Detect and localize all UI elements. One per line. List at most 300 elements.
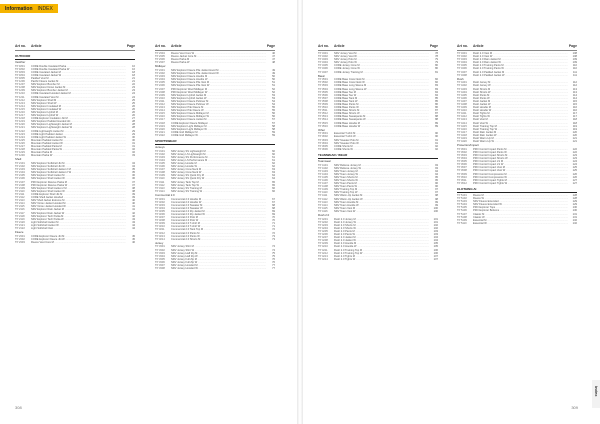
- page-ref: 98: [435, 197, 438, 201]
- page-ref: 41: [132, 205, 135, 209]
- page-ref: 24: [132, 92, 135, 96]
- article-number: TP 3108: [155, 171, 165, 175]
- page-ref: 36: [132, 177, 135, 181]
- index-row[interactable]: [155, 267, 275, 270]
- article-name: CORE Insulated Jacket W .....: [31, 74, 126, 77]
- page-ref: 80: [435, 67, 438, 71]
- page-ref: 69: [272, 213, 275, 216]
- index-side-tab[interactable]: [592, 380, 600, 408]
- article-name: Rush 2.0 Padded Jacket M .....: [473, 71, 568, 74]
- index-column-3: [318, 52, 438, 261]
- article-name: Commercial 2.0 Hoodie M .....: [171, 198, 266, 201]
- article-number: TP 3202: [155, 200, 165, 204]
- section-heading: OUTDOOR: [15, 54, 135, 60]
- page-ref: 39: [132, 192, 135, 196]
- page-ref: 82: [435, 81, 438, 85]
- article-number: TP 4414: [457, 121, 467, 125]
- index-row[interactable]: [15, 241, 135, 244]
- article-number: TP 3504: [318, 87, 328, 91]
- article-name: NRV Warm-Up Jacket W .....: [334, 198, 429, 201]
- page-ref: 30: [132, 138, 135, 142]
- article-name: NRV Team Shorts W .....: [334, 179, 429, 182]
- page-ref: 71: [272, 225, 275, 229]
- page-ref: 73: [272, 234, 275, 238]
- article-number: TP 4507: [457, 166, 467, 170]
- article-number: TP 4501: [457, 147, 467, 151]
- page-ref: 45: [132, 237, 135, 241]
- article-name: CORE Jersey Training M .....: [334, 71, 429, 74]
- article-number: TP 4302: [457, 55, 467, 59]
- article-name: Rush Hoodie W .....: [473, 109, 568, 112]
- article-number: TP 1216: [15, 111, 25, 114]
- article-number: TP 4403: [457, 87, 467, 91]
- page-ref: 26: [132, 107, 135, 111]
- page-ref: 25: [132, 101, 135, 105]
- article-number: TP 3105: [155, 162, 165, 165]
- article-name: Light Softshell Jacket M .....: [31, 221, 126, 224]
- page-ref: 81: [435, 70, 438, 74]
- article-number: TP 3404: [318, 61, 328, 65]
- article-number: TP 1226: [15, 141, 25, 145]
- page-ref: 105: [433, 245, 438, 249]
- article-name: NRV Explorer Down Jacket M .....: [31, 86, 126, 89]
- article-number: TP 4511: [457, 178, 467, 182]
- article-number: TP 2418: [155, 121, 165, 125]
- page-ref: 85: [435, 99, 438, 103]
- page-ref: 70: [272, 219, 275, 223]
- article-number: TP 2414: [155, 109, 165, 113]
- article-number: TP 4417: [457, 130, 467, 134]
- article-name: Commercial 2.0 T-shirt W .....: [171, 225, 266, 228]
- article-name: Fleece Parka W .....: [171, 61, 266, 64]
- article-number: TP 5101: [457, 193, 467, 197]
- article-number: TP 4404: [457, 90, 467, 94]
- article-name: NRV Team Vest W .....: [334, 210, 429, 213]
- article-name: Mountain Padded Parka M .....: [31, 145, 126, 148]
- page-ref: 37: [132, 180, 135, 184]
- page-ref: 59: [272, 133, 275, 137]
- article-number: TP 1212: [15, 98, 25, 102]
- article-number: TP 2118: [15, 214, 25, 218]
- article-number: TP 2107: [15, 180, 25, 184]
- page-ref: 115: [572, 99, 577, 103]
- article-number: TP 2103: [15, 168, 25, 172]
- page-ref: 131: [572, 215, 577, 219]
- article-number: TP 4214: [318, 257, 328, 261]
- article-number: TP 3101: [155, 149, 165, 153]
- article-name: NRV Explorer Rain Jacket M .....: [31, 208, 126, 211]
- article-name: PRO Control Impact Vest M .....: [473, 166, 568, 169]
- article-name: Rush 2.0 Jersey M .....: [334, 218, 429, 221]
- article-name: NRV Jersey Full Zip W .....: [171, 261, 266, 264]
- page-ref: 102: [433, 223, 438, 227]
- article-number: TP 1229: [15, 151, 25, 155]
- article-name: NRV Warm-Up Jacket M .....: [334, 194, 429, 197]
- article-number: TP 4210: [318, 245, 328, 249]
- article-name: PRO Explorer Rescue Parka M .....: [31, 181, 126, 184]
- page-number-right: 309: [571, 405, 578, 410]
- page-ref: 77: [272, 267, 275, 271]
- article-number: TP 4413: [457, 118, 467, 122]
- page-gutter: [297, 0, 303, 424]
- article-number: TP 3509: [318, 103, 328, 106]
- article-name: NRV Jersey SS Training W .....: [171, 190, 266, 193]
- index-row[interactable]: [318, 125, 438, 128]
- page-ref: 119: [572, 127, 577, 131]
- article-name: Rush 2.0 Shorts W .....: [334, 227, 429, 230]
- article-name: NRV Jersey Hoodie M .....: [171, 162, 266, 165]
- index-row[interactable]: [457, 140, 577, 143]
- column-header: Art no. Article Page: [15, 44, 135, 51]
- page-ref: 33: [132, 154, 135, 158]
- index-row[interactable]: [155, 61, 275, 64]
- article-name: NRV Jersey SS Lightweight M .....: [171, 150, 266, 153]
- article-name: NRV Explorer Padded Hooded Jkt .....: [31, 120, 126, 123]
- article-number: TP 3102: [155, 152, 165, 156]
- index-row[interactable]: [318, 258, 438, 261]
- article-name: Rush Rain Jacket M .....: [473, 131, 568, 134]
- subsection-heading: Jerseys: [155, 145, 165, 150]
- article-name: Rush 2.0 Hoodie W .....: [334, 245, 429, 248]
- article-number: TP 3305: [155, 257, 165, 261]
- article-number: TP 1211: [15, 95, 25, 99]
- article-number: TP 2119: [15, 217, 25, 221]
- article-name: NRV Explorer Hybrid M .....: [31, 111, 126, 114]
- article-number: TP 2121: [15, 223, 25, 227]
- article-name: Rush 2.0 Padded Jacket W .....: [473, 74, 568, 77]
- article-number: TP 5105: [457, 206, 467, 210]
- page-ref: 36: [132, 174, 135, 178]
- article-number: TP 3213: [155, 234, 165, 238]
- index-row[interactable]: [155, 238, 275, 241]
- article-name: CORE Base Long Sleeve W .....: [334, 88, 429, 91]
- article-name: CORE Base Crew Neck W .....: [334, 81, 429, 84]
- article-number: TP 5103: [457, 200, 467, 204]
- page-ref: 67: [272, 200, 275, 204]
- article-name: NRV Jersey Hooded W .....: [171, 267, 266, 270]
- page-ref: 125: [572, 166, 577, 170]
- index-row[interactable]: [155, 190, 275, 193]
- article-name: Rush 2.0 Training Top W .....: [334, 252, 429, 255]
- page-ref: 110: [572, 67, 577, 71]
- article-number: TP 3503: [318, 84, 328, 88]
- index-row[interactable]: [318, 210, 438, 213]
- page-ref: 49: [272, 68, 275, 72]
- article-number: TP 2416: [155, 115, 165, 119]
- page-ref: 57: [272, 121, 275, 125]
- page-ref: 120: [572, 133, 577, 137]
- index-row[interactable]: [318, 71, 438, 74]
- page-ref: 31: [132, 145, 135, 149]
- article-name: PRO Explorer Tops .....: [473, 206, 568, 209]
- article-number: TP 2403: [155, 75, 165, 79]
- article-number: TP 2108: [15, 183, 25, 187]
- article-number: TP 4503: [457, 154, 467, 157]
- column-header: Art no. Article Page: [318, 44, 438, 51]
- article-number: TP 4213: [318, 254, 328, 258]
- page-ref: 65: [272, 183, 275, 187]
- article-number: TP 3304: [155, 254, 165, 258]
- article-number: TP 3207: [155, 216, 165, 220]
- page-ref: 66: [272, 189, 275, 193]
- article-number: TP 4502: [457, 150, 467, 154]
- article-number: TP 2109: [15, 186, 25, 190]
- page-ref: 44: [132, 226, 135, 230]
- article-name: Rush 2.0 Rain Jacket W .....: [473, 61, 568, 64]
- page-ref: 68: [272, 206, 275, 210]
- section-heading: TEAMWEAR / WEAR: [318, 153, 438, 159]
- article-name: NRV Explorer Shell Jacket W .....: [31, 177, 126, 180]
- article-name: NRV Jersey Half Zip M .....: [171, 252, 266, 255]
- article-number: TP 3401: [318, 52, 328, 55]
- page-ref: 82: [435, 78, 438, 82]
- article-name: Rush 2.0 Jacket M .....: [334, 236, 429, 239]
- article-name: NRV Explorer Tech Parka W .....: [31, 218, 126, 221]
- page-ref: 116: [572, 106, 577, 110]
- article-number: TP 4305: [457, 64, 467, 68]
- page-ref: 53: [272, 93, 275, 97]
- article-name: NRV Jersey Half Zip W .....: [171, 255, 266, 258]
- article-name: NRV Jersey Polo W .....: [334, 61, 429, 64]
- article-name: NRV Explorer Tech Parka M .....: [31, 215, 126, 218]
- article-name: PRO Control Impact Tights W .....: [473, 182, 568, 185]
- article-name: PRO Control Impact Pants W .....: [473, 151, 568, 154]
- page-ref: 32: [132, 148, 135, 152]
- article-name: NRV Explorer Fleece Hoodie W .....: [171, 78, 266, 81]
- page-ref: 106: [433, 248, 438, 252]
- article-name: NRV Jersey Tank Top M .....: [171, 181, 266, 184]
- page-ref: 75: [272, 254, 275, 258]
- section-tab[interactable]: [0, 4, 58, 13]
- page-ref: 117: [572, 115, 577, 119]
- article-name: NRV Team Pants W .....: [334, 185, 429, 188]
- article-name: Commercial 2.0 T-shirt M .....: [171, 222, 266, 225]
- page-ref: 127: [572, 178, 577, 182]
- article-name: NRV Fleece Extended .....: [473, 200, 568, 203]
- article-name: NRV Vortex Jacket Hooded W .....: [31, 205, 126, 208]
- page-ref: 16: [132, 64, 135, 68]
- article-number: TP 4203: [318, 223, 328, 227]
- page-ref: 73: [272, 237, 275, 241]
- article-name: Rush 2.0 Tights M .....: [334, 255, 429, 258]
- article-number: TP 3109: [155, 174, 165, 178]
- index-row[interactable]: [318, 148, 438, 151]
- article-number: TP 2115: [15, 205, 25, 209]
- article-number: TP 2111: [15, 192, 25, 196]
- article-name: Rush Jacket M .....: [473, 100, 568, 103]
- article-name: Commercial 2.0 Pants W .....: [171, 235, 266, 238]
- page-ref: 74: [272, 248, 275, 252]
- article-number: TP 2113: [15, 199, 25, 203]
- article-number: TP 4103: [318, 169, 328, 173]
- article-number: TP 4405: [457, 93, 467, 97]
- article-name: NRV Training Top M .....: [334, 188, 429, 191]
- article-number: TP 3405: [318, 64, 328, 68]
- index-row[interactable]: [457, 182, 577, 185]
- article-name: CORE Explorer Shell Jkt M .....: [31, 193, 126, 196]
- article-name: PRO Explorer Bottoms .....: [473, 209, 568, 212]
- index-row[interactable]: [15, 227, 135, 230]
- article-name: Mountain Parka M .....: [31, 151, 126, 154]
- article-name: Rush 2.0 Training Pants W .....: [473, 67, 568, 70]
- article-name: CORE Base Sweatpants M .....: [334, 115, 429, 118]
- page-ref: 56: [272, 115, 275, 119]
- article-number: TP 4306: [457, 67, 467, 71]
- article-name: NRV Jersey Tank Top W .....: [171, 184, 266, 187]
- article-name: NRV Jersey Polo M .....: [334, 58, 429, 61]
- article-name: NRV Explorer Insulated M .....: [31, 105, 126, 108]
- article-name: Rush Jersey M .....: [473, 81, 568, 84]
- article-number: TP 5110: [457, 221, 467, 225]
- page-ref: 107: [433, 257, 438, 261]
- article-name: Commercial 2.0 Sweater W .....: [171, 207, 266, 210]
- page-ref: 108: [572, 52, 577, 55]
- article-name: Mountain Padded Parka W .....: [31, 148, 126, 151]
- page-ref: 132: [572, 221, 577, 225]
- article-number: TP 1223: [15, 132, 25, 136]
- article-name: NRV Team Jersey M .....: [334, 170, 429, 173]
- article-number: TP 3606: [318, 147, 328, 151]
- article-name: NRV Explorer Fleece Pile Vest W .....: [171, 84, 266, 87]
- page-ref: 91: [435, 141, 438, 145]
- article-name: NRV Jersey Shirt M .....: [171, 245, 266, 248]
- article-number: TP 2412: [155, 103, 165, 106]
- article-name: NRV Sweater Polo M .....: [334, 139, 429, 142]
- article-name: NRV Referee Jersey M .....: [334, 164, 429, 167]
- article-number: TP 3302: [155, 248, 165, 252]
- index-row[interactable]: [15, 154, 135, 157]
- page-ref: 23: [132, 89, 135, 93]
- page-ref: 110: [572, 64, 577, 68]
- article-number: TP 3113: [155, 186, 165, 190]
- index-row[interactable]: [457, 222, 577, 225]
- article-number: TP 4114: [318, 203, 328, 207]
- article-number: TP 3112: [155, 183, 165, 187]
- index-row[interactable]: [155, 134, 275, 137]
- article-name: Rush Tights W .....: [473, 115, 568, 118]
- article-number: TP 1228: [15, 148, 25, 152]
- page-ref: 90: [435, 132, 438, 136]
- page-ref: 127: [572, 181, 577, 185]
- article-name: Rush Jacket W .....: [473, 103, 568, 106]
- page-ref: 83: [435, 87, 438, 91]
- page-ref: 124: [572, 160, 577, 164]
- article-name: NRV Jersey Full Zip M .....: [171, 258, 266, 261]
- article-number: TP 4209: [318, 242, 328, 246]
- subsection-heading: Teamwear: [318, 158, 331, 163]
- page-ref: 74: [272, 245, 275, 249]
- article-number: TP 1213: [15, 101, 25, 105]
- page-ref: 35: [132, 168, 135, 172]
- article-name: NRV Explorer Hybrid W .....: [31, 114, 126, 117]
- article-number: TP 4113: [318, 200, 328, 204]
- column-header: Art no. Article Page: [457, 44, 577, 51]
- article-name: Rush Shorts W .....: [473, 91, 568, 94]
- article-number: TP 3402: [318, 55, 328, 59]
- page-ref: 70: [272, 216, 275, 220]
- page-ref: 86: [435, 103, 438, 106]
- page-ref: 64: [272, 174, 275, 178]
- article-number: TP 3210: [155, 225, 165, 229]
- page-ref: 113: [572, 90, 577, 94]
- article-name: NRV Explorer Softshell Jacket 2 W .....: [31, 171, 126, 174]
- section-tab-label: Information: [0, 4, 38, 13]
- article-number: TP 2404: [155, 78, 165, 82]
- article-name: NRV Training Top W .....: [334, 191, 429, 194]
- article-name: NRV Referee Jersey W .....: [334, 167, 429, 170]
- page-ref: 112: [572, 81, 577, 85]
- index-row[interactable]: [457, 74, 577, 77]
- article-number: TP 3514: [318, 118, 328, 122]
- article-number: TP 4418: [457, 133, 467, 137]
- article-name: CORE Explorer Fleece Jkt W .....: [31, 238, 126, 241]
- article-number: TP 2110: [15, 189, 25, 193]
- article-number: TP 2406: [155, 84, 165, 88]
- page-ref: 120: [572, 130, 577, 134]
- article-name: Rush 2.0 Rain Jacket M .....: [473, 58, 568, 61]
- page-ref: 132: [572, 218, 577, 222]
- article-name: CORE Base Pants W .....: [334, 106, 429, 109]
- page-ref: 128: [572, 197, 577, 201]
- article-name: NRV Team Hoodie M .....: [334, 201, 429, 204]
- page-ref: 26: [132, 104, 135, 108]
- article-name: PRO Control Impact Shorts M .....: [473, 154, 568, 157]
- article-number: TP 3508: [318, 99, 328, 103]
- article-number: TP 4212: [318, 251, 328, 255]
- page-ref: 94: [435, 172, 438, 176]
- page-ref: 65: [272, 180, 275, 184]
- article-number: TP 4207: [318, 236, 328, 240]
- page-ref: 58: [272, 124, 275, 128]
- page-ref: 39: [132, 196, 135, 200]
- article-name: Commercial 2.0 Shorts M .....: [171, 238, 266, 241]
- page-ref: 21: [132, 80, 135, 84]
- article-number: TP 1219: [15, 120, 25, 124]
- article-number: TP 3501: [318, 78, 328, 82]
- article-name: Rush 2.0 Training Pants M .....: [473, 64, 568, 67]
- article-name: NRV Jersey Shirt W .....: [171, 249, 266, 252]
- article-number: TP 4201: [318, 217, 328, 221]
- page-ref: 126: [572, 172, 577, 176]
- article-number: TP 1224: [15, 135, 25, 139]
- article-number: TP 4208: [318, 239, 328, 243]
- page-ref: 100: [433, 206, 438, 210]
- article-number: TP 2415: [155, 112, 165, 116]
- article-number: TP 3212: [155, 231, 165, 235]
- page-ref: 47: [272, 55, 275, 59]
- article-number: TP 3602: [318, 135, 328, 139]
- article-number: TP 3604: [318, 141, 328, 145]
- page-ref: 63: [272, 171, 275, 175]
- page-ref: 26: [132, 111, 135, 114]
- page-ref: 22: [132, 83, 135, 87]
- article-name: CORE Base Crew Neck M .....: [334, 78, 429, 81]
- article-name: NRV Explorer Pile Fleece M .....: [171, 106, 266, 109]
- page-ref: 101: [433, 217, 438, 221]
- page-ref: 85: [435, 96, 438, 100]
- article-number: TP 1217: [15, 114, 25, 118]
- page-ref: 78: [435, 52, 438, 55]
- article-name: NRV Explorer Pile Fleece W .....: [171, 109, 266, 112]
- page-ref: 63: [272, 168, 275, 172]
- article-name: CORE Double Insulated Parka W .....: [31, 68, 126, 71]
- article-name: NRV Explorer Shell Jacket W .....: [31, 190, 126, 193]
- subsection-heading: Rush: [457, 76, 464, 81]
- article-name: NRV Jersey SS Quick Dry M .....: [171, 174, 266, 177]
- page-ref: 92: [435, 147, 438, 151]
- article-number: TP 1805: [15, 76, 25, 80]
- article-name: NRV Jersey Crew Neck W .....: [171, 171, 266, 174]
